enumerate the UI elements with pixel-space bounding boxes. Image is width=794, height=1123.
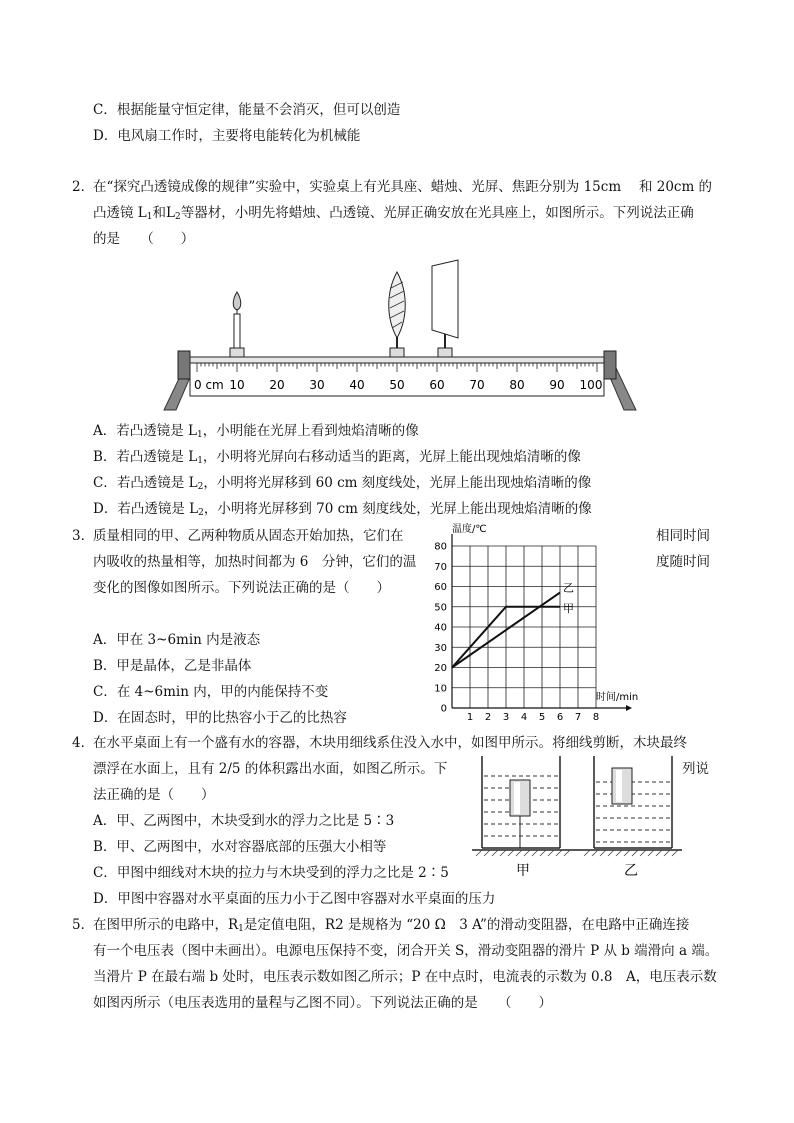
q3-option-c: C．在 4~6min 内，甲的内能保持不变 <box>93 684 329 700</box>
q2-option-a: A．若凸透镜是 $L_1$，小明能在光屏上看到烛焰清晰的像 <box>93 423 419 440</box>
q2-option-c: C．若凸透镜是 $L_2$，小明将光屏移到 60 cm 刻度线处，光屏上能出现烛焰清晰的像 <box>93 475 592 492</box>
ruler-tick-label: 50 <box>389 378 405 392</box>
y-tick-label: 0 <box>440 703 447 715</box>
q1-option-d: D．电风扇工作时，主要将电能转化为机械能 <box>93 128 361 144</box>
q5-stem-line3: 当滑片 P 在最右端 b 处时，电压表示数如图乙所示；P 在中点时，电流表的示数为 0.8 A，电压表示数 <box>93 969 717 985</box>
q4-option-a: A．甲、乙两图中，木块受到水的浮力之比是 5∶3 <box>93 813 395 829</box>
q2-stem-line3: 的是 （ ） <box>93 231 195 247</box>
q4-option-b: B．甲、乙两图中，水对容器底部的压强大小相等 <box>93 839 387 855</box>
y-tick-label: 80 <box>434 541 447 553</box>
q2-stem-line1: 在“探究凸透镜成像的规律”实验中，实验桌上有光具座、蜡烛、光屏、焦距分别为 15cm 和 20cm 的 <box>93 179 713 195</box>
ruler-tick-label: 60 <box>429 378 445 392</box>
x-tick-label: 7 <box>574 712 582 723</box>
q5-stem-line4: 如图丙所示（电压表选用的量程与乙图不同）。下列说法正确的是 （ ） <box>93 995 552 1011</box>
q2-stem-line2: 凸透镜 $L_1$和$L_2$等器材，小明先将蜡烛、凸透镜、光屏正确安放在光具座上，如图所示。下列说法正确 <box>93 205 694 222</box>
q2-option-d: D．若凸透镜是 $L_2$，小明将光屏移到 70 cm 刻度线处，光屏上能出现烛焰清晰的像 <box>93 501 592 518</box>
y-axis-label: 温度/℃ <box>452 524 487 535</box>
q4-option-c: C．甲图中细线对木块的拉力与木块受到的浮力之比是 2∶5 <box>93 865 449 881</box>
optical-bench-figure <box>160 258 640 414</box>
q1-option-c: C．根据能量守恒定律，能量不会消灭，但可以创造 <box>93 102 401 118</box>
containers-figure <box>472 752 682 882</box>
light-screen <box>432 260 458 357</box>
q5-stem-line2: 有一个电压表（图中未画出）。电源电压保持不变，闭合开关 S，滑动变阻器的滑片 P 从 b 端滑向 a 端。 <box>93 943 719 959</box>
container-jia <box>482 756 560 848</box>
q3-stem-line2a: 内吸收的热量相等，加热时间都为 6 分钟，它们的温 <box>93 554 417 570</box>
y-tick-label: 10 <box>434 683 447 695</box>
q3-stem-line3: 变化的图像如图所示。下列说法正确的是（ ） <box>93 580 390 596</box>
x-tick-label: 1 <box>466 712 474 723</box>
x-tick-label: 8 <box>592 712 600 723</box>
figure-label-yi: 乙 <box>624 863 638 879</box>
ruler-tick-label: 100 <box>579 378 603 392</box>
q3-option-d: D．在固态时，甲的比热容小于乙的比热容 <box>93 710 347 726</box>
ruler-unit-label: 0 cm <box>194 378 224 392</box>
x-tick-label: 3 <box>502 712 510 723</box>
q3-number: 3． <box>72 528 95 544</box>
temperature-time-chart <box>420 520 650 725</box>
q3-stem-line1a: 质量相同的甲、乙两种物质从固态开始加热，它们在 <box>93 528 404 544</box>
y-tick-label: 20 <box>434 663 447 674</box>
x-tick-label: 5 <box>538 712 546 723</box>
y-tick-label: 70 <box>434 561 447 573</box>
q4-option-d: D．甲图中容器对水平桌面的压力小于乙图中容器对水平桌面的压力 <box>93 891 496 907</box>
q4-stem-line1: 在水平桌面上有一个盛有水的容器，木块用细线系住没入水中，如图甲所示。将细线剪断，木块最终 <box>93 735 687 751</box>
q5-stem-line1: 在图甲所示的电路中，$R_1$是定值电阻，R2 是规格为 “20 Ω 3 A”的滑动变阻器，在电路中正确连接 <box>93 917 690 934</box>
ruler-tick-label: 70 <box>469 378 485 392</box>
q3-stem-line2b: 度随时间 <box>656 554 710 570</box>
container-yi <box>594 756 672 848</box>
x-axis-arrow <box>626 705 632 711</box>
q2-option-b: B．若凸透镜是 $L_1$，小明将光屏向右移动适当的距离，光屏上能出现烛焰清晰的像 <box>93 449 581 466</box>
q3-stem-line1b: 相同时间 <box>656 528 710 544</box>
figure-label-jia: 甲 <box>516 863 530 879</box>
x-tick-label: 2 <box>484 712 492 723</box>
q3-option-a: A．甲在 3~6min 内是液态 <box>93 632 261 648</box>
ruler-tick-label: 80 <box>509 378 525 392</box>
q4-stem-line2a: 漂浮在水面上，且有 2/5 的体积露出水面，如图乙所示。下 <box>93 761 448 777</box>
y-tick-label: 60 <box>434 582 447 593</box>
series-label: 乙 <box>563 581 574 595</box>
q4-number: 4． <box>72 735 95 751</box>
q3-option-b: B．甲是晶体，乙是非晶体 <box>93 658 252 674</box>
ruler-tick-label: 90 <box>549 378 565 392</box>
y-tick-label: 30 <box>434 642 447 654</box>
y-tick-label: 40 <box>434 622 447 634</box>
ruler-tick-label: 10 <box>229 378 245 392</box>
ruler-tick-label: 30 <box>309 378 325 392</box>
q4-stem-line3: 法正确的是（ ） <box>93 787 215 803</box>
q2-number: 2． <box>72 179 95 195</box>
y-tick-label: 50 <box>434 602 447 614</box>
q4-stem-line2b: 列说 <box>682 761 709 777</box>
series-label: 甲 <box>563 601 574 615</box>
convex-lens <box>389 272 406 357</box>
candle <box>230 292 244 357</box>
x-tick-label: 6 <box>556 712 564 723</box>
x-axis-label: 时间/min <box>596 692 639 703</box>
q5-number: 5． <box>72 917 95 933</box>
x-tick-label: 4 <box>520 712 528 723</box>
ruler-tick-label: 20 <box>269 378 285 392</box>
ruler-tick-label: 40 <box>349 378 365 392</box>
